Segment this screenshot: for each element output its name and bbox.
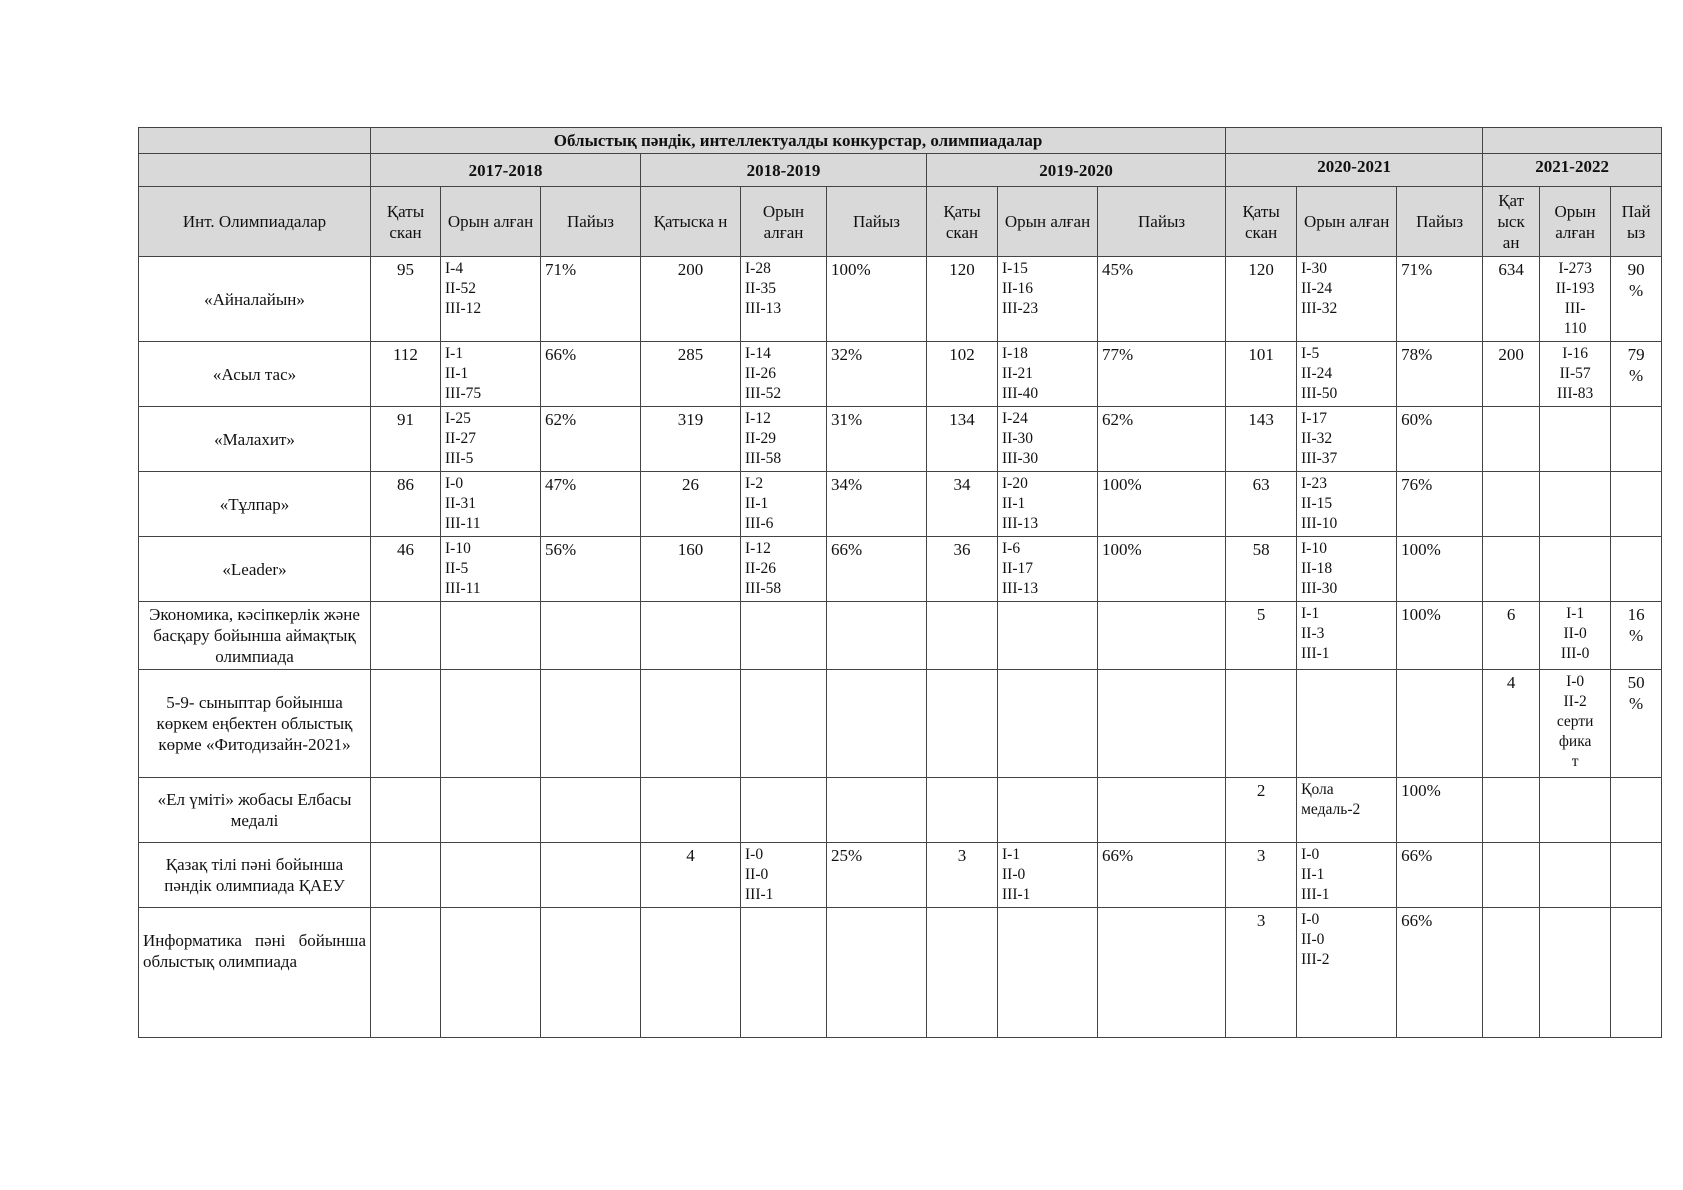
participated-header: Қаты скан	[371, 187, 441, 257]
percent-cell: 31%	[827, 407, 927, 472]
table-row	[139, 908, 1662, 1038]
competition-name: «Leader»	[139, 537, 371, 602]
year-header-2018: 2018-2019	[641, 154, 927, 187]
placed-cell	[441, 602, 541, 670]
participated-cell: 112	[371, 342, 441, 407]
competition-name: «Ел үміті» жобасы Елбасы медалі	[139, 778, 371, 843]
placed-header: Орын алған	[1540, 187, 1611, 257]
participated-cell	[371, 602, 441, 670]
percent-cell: 16 %	[1611, 602, 1662, 670]
percent-header: Пайыз	[1397, 187, 1483, 257]
percent-cell: 77%	[1098, 342, 1226, 407]
placed-cell: I-0 II-1 III-1	[1297, 843, 1397, 908]
competition-name: «Айналайын»	[139, 257, 371, 342]
banner-title: Облыстық пәндік, интеллектуалды конкурстар, олимпиадалар	[371, 128, 1226, 154]
percent-header: Пай ыз	[1611, 187, 1662, 257]
percent-cell: 66%	[1397, 908, 1483, 1038]
placed-cell: I-14 II-26 III-52	[741, 342, 827, 407]
percent-cell: 90 %	[1611, 257, 1662, 342]
placed-cell	[998, 908, 1098, 1038]
placed-cell: I-16 II-57 III-83	[1540, 342, 1611, 407]
year-row	[139, 154, 1662, 187]
percent-header: Пайыз	[827, 187, 927, 257]
placed-cell	[1540, 472, 1611, 537]
participated-header: Қаты скан	[1226, 187, 1297, 257]
placed-cell	[1540, 908, 1611, 1038]
participated-cell	[927, 778, 998, 843]
percent-cell: 76%	[1397, 472, 1483, 537]
participated-cell: 200	[641, 257, 741, 342]
participated-cell	[1483, 472, 1540, 537]
olympiad-results-table	[138, 127, 1662, 1038]
placed-cell: I-1 II-3 III-1	[1297, 602, 1397, 670]
percent-cell: 66%	[1397, 843, 1483, 908]
percent-header: Пайыз	[1098, 187, 1226, 257]
percent-cell	[1611, 407, 1662, 472]
participated-cell: 36	[927, 537, 998, 602]
placed-cell: I-25 II-27 III-5	[441, 407, 541, 472]
table-row	[139, 257, 1662, 342]
percent-cell: 71%	[1397, 257, 1483, 342]
participated-cell: 200	[1483, 342, 1540, 407]
placed-cell: I-24 II-30 III-30	[998, 407, 1098, 472]
participated-cell	[927, 670, 998, 778]
participated-cell: 120	[927, 257, 998, 342]
table-row	[139, 778, 1662, 843]
participated-cell	[641, 602, 741, 670]
placed-cell	[1540, 778, 1611, 843]
competition-name: Информатика пәні бойынша облыстық олимпиада	[139, 908, 371, 1038]
percent-cell: 78%	[1397, 342, 1483, 407]
banner-row	[139, 128, 1662, 154]
participated-cell: 46	[371, 537, 441, 602]
placed-cell: I-12 II-26 III-58	[741, 537, 827, 602]
percent-cell	[1098, 602, 1226, 670]
participated-cell	[641, 670, 741, 778]
percent-cell: 60%	[1397, 407, 1483, 472]
placed-cell	[1297, 670, 1397, 778]
participated-cell	[1483, 908, 1540, 1038]
participated-header: Қаты скан	[927, 187, 998, 257]
participated-cell: 120	[1226, 257, 1297, 342]
placed-cell: I-5 II-24 III-50	[1297, 342, 1397, 407]
placed-cell: I-20 II-1 III-13	[998, 472, 1098, 537]
participated-cell	[371, 778, 441, 843]
year-header-2017: 2017-2018	[371, 154, 641, 187]
participated-header: Қат ыск ан	[1483, 187, 1540, 257]
placed-cell: I-18 II-21 III-40	[998, 342, 1098, 407]
placed-header: Орын алған	[1297, 187, 1397, 257]
placed-cell: I-6 II-17 III-13	[998, 537, 1098, 602]
percent-cell: 47%	[541, 472, 641, 537]
participated-cell	[1483, 407, 1540, 472]
placed-cell: I-1 II-0 III-0	[1540, 602, 1611, 670]
table-row	[139, 602, 1662, 670]
percent-cell	[1098, 778, 1226, 843]
percent-cell: 50 %	[1611, 670, 1662, 778]
placed-cell	[441, 908, 541, 1038]
percent-cell: 25%	[827, 843, 927, 908]
percent-cell: 100%	[827, 257, 927, 342]
placed-cell	[998, 670, 1098, 778]
table-row	[139, 342, 1662, 407]
percent-cell	[1611, 537, 1662, 602]
participated-cell: 3	[1226, 843, 1297, 908]
participated-cell: 102	[927, 342, 998, 407]
placed-cell: I-4 II-52 III-12	[441, 257, 541, 342]
placed-header: Орын алған	[441, 187, 541, 257]
participated-cell: 4	[641, 843, 741, 908]
participated-cell: 134	[927, 407, 998, 472]
percent-cell: 100%	[1397, 537, 1483, 602]
placed-cell: I-10 II-18 III-30	[1297, 537, 1397, 602]
table-row	[139, 670, 1662, 778]
placed-cell: I-28 II-35 III-13	[741, 257, 827, 342]
participated-cell: 91	[371, 407, 441, 472]
percent-cell	[541, 670, 641, 778]
placed-cell	[998, 602, 1098, 670]
participated-cell: 95	[371, 257, 441, 342]
placed-cell: I-0 II-2 серти фика т	[1540, 670, 1611, 778]
participated-cell	[371, 670, 441, 778]
percent-cell: 62%	[1098, 407, 1226, 472]
column-header-row	[139, 187, 1662, 257]
participated-cell: 6	[1483, 602, 1540, 670]
placed-cell: I-273 II-193 III- 110	[1540, 257, 1611, 342]
percent-cell: 100%	[1397, 602, 1483, 670]
placed-cell: I-30 II-24 III-32	[1297, 257, 1397, 342]
percent-cell	[541, 602, 641, 670]
participated-cell	[1226, 670, 1297, 778]
percent-cell	[1611, 778, 1662, 843]
participated-cell: 4	[1483, 670, 1540, 778]
participated-cell: 86	[371, 472, 441, 537]
placed-cell	[441, 670, 541, 778]
participated-cell	[927, 908, 998, 1038]
participated-cell	[1483, 537, 1540, 602]
percent-cell: 45%	[1098, 257, 1226, 342]
competition-name: «Малахит»	[139, 407, 371, 472]
percent-cell	[1611, 472, 1662, 537]
competition-name: Қазақ тілі пәні бойынша пәндік олимпиада ҚАЕУ	[139, 843, 371, 908]
percent-cell	[541, 778, 641, 843]
placed-header: Орын алған	[998, 187, 1098, 257]
table-row	[139, 537, 1662, 602]
table-row	[139, 472, 1662, 537]
participated-cell	[371, 843, 441, 908]
placed-cell: I-2 II-1 III-6	[741, 472, 827, 537]
percent-cell	[1611, 843, 1662, 908]
percent-cell: 100%	[1098, 472, 1226, 537]
first-column-header: Инт. Олимпиадалар	[139, 187, 371, 257]
percent-cell: 100%	[1397, 778, 1483, 843]
placed-cell	[741, 778, 827, 843]
participated-cell: 143	[1226, 407, 1297, 472]
placed-cell: I-10 II-5 III-11	[441, 537, 541, 602]
participated-cell: 101	[1226, 342, 1297, 407]
percent-cell	[1397, 670, 1483, 778]
placed-cell	[441, 843, 541, 908]
placed-cell	[1540, 537, 1611, 602]
year-header-2019: 2019-2020	[927, 154, 1226, 187]
placed-cell: I-0 II-31 III-11	[441, 472, 541, 537]
participated-cell: 319	[641, 407, 741, 472]
percent-cell	[1098, 908, 1226, 1038]
placed-cell	[998, 778, 1098, 843]
percent-cell: 32%	[827, 342, 927, 407]
placed-cell: I-1 II-1 III-75	[441, 342, 541, 407]
percent-cell: 56%	[541, 537, 641, 602]
placed-cell	[1540, 843, 1611, 908]
participated-cell: 160	[641, 537, 741, 602]
participated-cell: 34	[927, 472, 998, 537]
percent-cell	[827, 602, 927, 670]
percent-cell: 66%	[541, 342, 641, 407]
percent-cell: 79 %	[1611, 342, 1662, 407]
percent-cell: 100%	[1098, 537, 1226, 602]
table-row	[139, 843, 1662, 908]
placed-cell: I-17 II-32 III-37	[1297, 407, 1397, 472]
placed-cell	[741, 670, 827, 778]
participated-header: Қатыска н	[641, 187, 741, 257]
placed-cell: Қола медаль-2	[1297, 778, 1397, 843]
percent-cell	[827, 670, 927, 778]
percent-cell: 71%	[541, 257, 641, 342]
table-row	[139, 407, 1662, 472]
placed-cell	[1540, 407, 1611, 472]
participated-cell	[371, 908, 441, 1038]
competition-name: «Асыл тас»	[139, 342, 371, 407]
percent-header: Пайыз	[541, 187, 641, 257]
percent-cell	[541, 908, 641, 1038]
competition-name: 5-9- сыныптар бойынша көркем еңбектен облыстық көрме «Фитодизайн-2021»	[139, 670, 371, 778]
participated-cell	[1483, 778, 1540, 843]
placed-cell	[741, 602, 827, 670]
participated-cell	[641, 908, 741, 1038]
year-header-2021: 2021-2022	[1483, 154, 1662, 187]
placed-cell: I-15 II-16 III-23	[998, 257, 1098, 342]
percent-cell	[1611, 908, 1662, 1038]
participated-cell: 58	[1226, 537, 1297, 602]
participated-cell: 3	[927, 843, 998, 908]
participated-cell: 2	[1226, 778, 1297, 843]
percent-cell	[827, 778, 927, 843]
participated-cell: 3	[1226, 908, 1297, 1038]
participated-cell	[1483, 843, 1540, 908]
participated-cell	[927, 602, 998, 670]
participated-cell: 26	[641, 472, 741, 537]
percent-cell	[827, 908, 927, 1038]
placed-cell	[741, 908, 827, 1038]
placed-cell: I-23 II-15 III-10	[1297, 472, 1397, 537]
percent-cell: 66%	[827, 537, 927, 602]
percent-cell: 34%	[827, 472, 927, 537]
placed-cell: I-12 II-29 III-58	[741, 407, 827, 472]
placed-cell: I-1 II-0 III-1	[998, 843, 1098, 908]
placed-cell: I-0 II-0 III-1	[741, 843, 827, 908]
participated-cell: 5	[1226, 602, 1297, 670]
participated-cell	[641, 778, 741, 843]
percent-cell	[1098, 670, 1226, 778]
placed-cell	[441, 778, 541, 843]
competition-name: Экономика, кәсіпкерлік және басқару бойынша аймақтық олимпиада	[139, 602, 371, 670]
year-header-2020: 2020-2021	[1226, 154, 1483, 187]
percent-cell	[541, 843, 641, 908]
percent-cell: 66%	[1098, 843, 1226, 908]
participated-cell: 63	[1226, 472, 1297, 537]
participated-cell: 285	[641, 342, 741, 407]
placed-cell: I-0 II-0 III-2	[1297, 908, 1397, 1038]
participated-cell: 634	[1483, 257, 1540, 342]
placed-header: Орын алған	[741, 187, 827, 257]
percent-cell: 62%	[541, 407, 641, 472]
competition-name: «Тұлпар»	[139, 472, 371, 537]
